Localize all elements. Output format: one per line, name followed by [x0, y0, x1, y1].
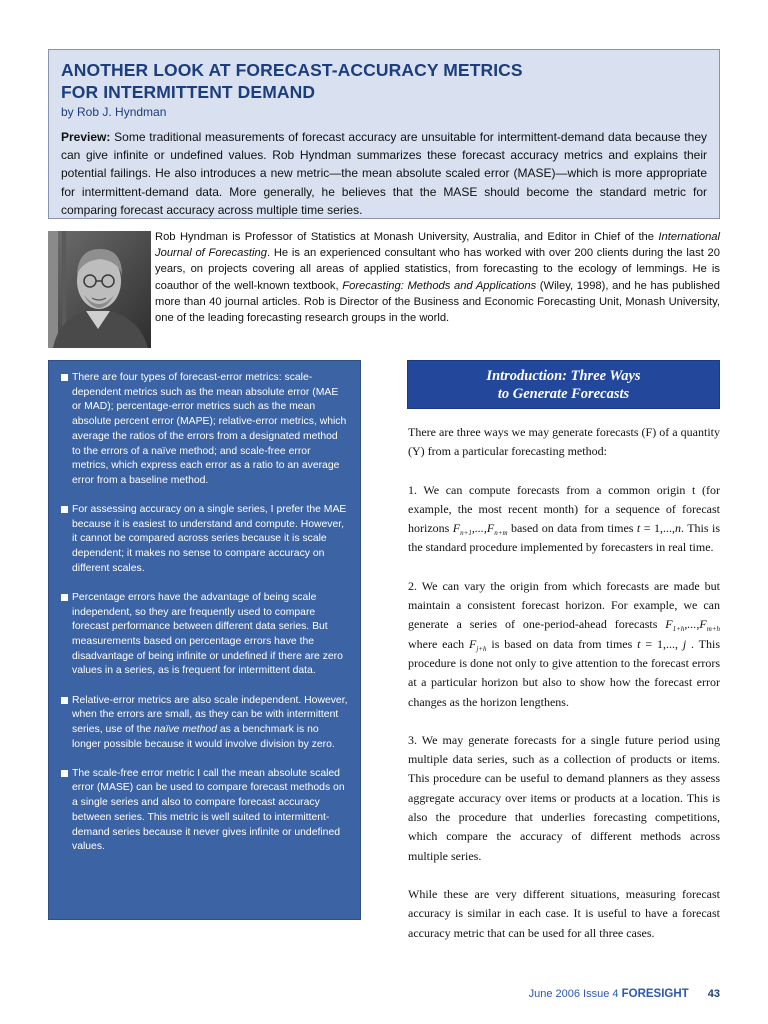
square-bullet-icon	[61, 770, 68, 777]
body-text: where each	[408, 636, 470, 651]
square-bullet-icon	[61, 594, 68, 601]
body-paragraph: 1. We can compute forecasts from a common origin t (for example, the most recent month) for a sequence of forecast horizons $F_{n+1},...,F_{n+m}$ based on data from times t = 1,...,n. This is the standard procedure implemented by forecasters in real time.	[408, 482, 721, 555]
bio-text-3: (Wiley, 1998), and he has published more than 40 journal articles. Rob is Director of the Business and Economic Forecasting Unit, Monash University, one of the leading forecasting research groups in the world.	[155, 279, 721, 325]
section-heading	[407, 360, 720, 409]
key-point-text: For assessing accuracy on a single series, I prefer the MAE because it is easiest to understand and compute. However, it cannot be compared across series because it is scale dependent; it makes no sense to compare accuracy on different scales.	[72, 504, 347, 574]
body-paragraph: 3. We may generate forecasts for a single future period using multiple data series, such as a collection of products or items. This procedure can be useful to demand planners as they assess aggregate accuracy over items or products at a location. This is also the procedure that underlies forecasting competitions, which compare the accuracy of different methods across multiple series.	[408, 732, 720, 863]
section-heading-line-1: Introduction: Three Ways	[486, 368, 641, 384]
key-point-text: Relative-error metrics are also scale independent. However, when the errors are small, as they can be with intermittent series, use of the	[72, 694, 348, 735]
square-bullet-icon	[61, 374, 68, 381]
preview-paragraph	[61, 128, 707, 219]
body-text: 1. We can compute forecasts from a common origin t (for example, the most recent month) for a sequence of forecast horizons	[408, 482, 720, 536]
key-point-text: The scale-free error metric I call the mean absolute scaled error (MASE) can be used to compare forecast methods on a single series and also to compare forecast accuracy between series. This metric is well suited to intermittent-demand series because it never gives infinite or undefined values.	[72, 767, 345, 853]
footer-issue: June 2006 Issue 4	[528, 988, 619, 1000]
square-bullet-icon	[61, 506, 68, 513]
key-point	[61, 694, 348, 753]
key-point	[61, 371, 348, 489]
body-paragraph: 2. We can vary the origin from which forecasts are made but maintain a consistent forecast horizon. For example, we can generate a series of one-period-ahead forecasts $F_{1+h},...,F_{m+h}$ where each $F_{j+h}$ is based on data from times t = 1,..., j . This procedure is done not only to give attention to the forecast errors at a particular horizon but also to show how the forecast error changes as the horizon lengthens.	[408, 578, 721, 709]
body-text: 2. We can vary the origin from which forecasts are made but maintain a consistent forecast horizon. For example, we can generate a series of one-period-ahead forecasts	[408, 578, 720, 632]
byline: by Rob J. Hyndman	[61, 105, 167, 119]
body-paragraph: There are three ways we may generate forecasts (F) of a quantity (Y) from a particular forecasting method:	[408, 425, 720, 459]
preview-label: Preview:	[61, 130, 111, 144]
author-photo	[48, 231, 151, 348]
bio-journal: International Journal of Forecasting	[155, 231, 720, 260]
page-number: 43	[707, 988, 720, 1000]
bio-book: Forecasting: Methods and Applications	[342, 279, 537, 292]
page-footer	[529, 988, 720, 1000]
title-line-1: ANOTHER LOOK AT FORECAST-ACCURACY METRICS	[61, 60, 523, 80]
bio-text-1: Rob Hyndman is Professor of Statistics at Monash University, Australia, and Editor in Chief of the	[155, 231, 659, 243]
key-point-emphasis: naïve method	[154, 723, 217, 735]
math-formula: t	[636, 521, 641, 536]
body-paragraph: While these are very different situations, measuring forecast accuracy is similar in each case. It is useful to have a forecast accuracy metric that can be used for all three cases.	[408, 886, 720, 940]
math-formula: j	[682, 636, 687, 651]
author-bio	[155, 229, 720, 326]
footer-magazine: FORESIGHT	[621, 988, 689, 1000]
article-title	[61, 59, 707, 103]
key-point	[61, 767, 348, 855]
key-point-text: There are four types of forecast-error metrics: scale-dependent metrics such as the mean absolute error (MAE or MAD); percentage-error metrics such as the mean absolute percent error (MAPE); relative-error metrics, which average the ratios of the errors from a designated method to the errors of a naïve method; and scale-free error metrics, which express each error as a ratio to an average error from a baseline method.	[72, 372, 347, 486]
math-formula: $F_{n+1},...,F_{n+m}$	[452, 521, 508, 538]
key-point	[61, 591, 348, 679]
section-heading-line-2: to Generate Forecasts	[497, 386, 630, 402]
preview-text: Some traditional measurements of forecast accuracy are unsuitable for intermittent-demand data because they can give infinite or undefined values. Rob Hyndman summarizes these forecast accuracy metrics and explains their potential failings. He also introduces a new metric—the mean absolute scaled error (MASE)—which is more appropriate for intermittent-demand data. More generally, he believes that the MASE should become the standard metric for comparing forecast accuracy across multiple time series.	[61, 130, 707, 217]
square-bullet-icon	[61, 697, 68, 704]
preview-box	[48, 49, 720, 219]
math-formula: $F_{1+h},...,F_{m+h}$	[665, 617, 720, 634]
title-line-2: FOR INTERMITTENT DEMAND	[61, 82, 316, 102]
math-formula: $F_{j+h}$	[469, 636, 487, 653]
math-formula: n	[674, 521, 681, 536]
math-formula: t	[637, 636, 641, 651]
body-text: is based on data from times	[486, 636, 638, 651]
body-text: This is the standard procedure implemented by forecasters in real time.	[408, 521, 721, 555]
key-point-text: Percentage errors have the advantage of being scale independent, so they are frequently used to compare forecast performance between different data series. But measurements based on percentage errors have the disadvantage of being infinite or undefined if there are zero values in a series, as is frequent for intermittent data.	[72, 591, 343, 677]
key-point-text: as a benchmark is no longer possible because it would involve division by zero.	[72, 723, 335, 750]
body-text: . This procedure is done not only to give attention to the forecast errors at a particular horizon but also to show how the forecast error changes as the horizon lengthens.	[408, 636, 721, 709]
body-text: based on data from times	[507, 521, 637, 536]
key-point	[61, 503, 348, 577]
article-body	[408, 423, 720, 962]
bio-text-2: . He is an experienced consultant who has worked with over 200 clients during the last 20 years, on projects covering all areas of applied statistics, from forecasting to the ecology of lemmings. He is coauthor of the well-known textbook,	[155, 247, 721, 292]
key-points-sidebar	[48, 360, 361, 920]
